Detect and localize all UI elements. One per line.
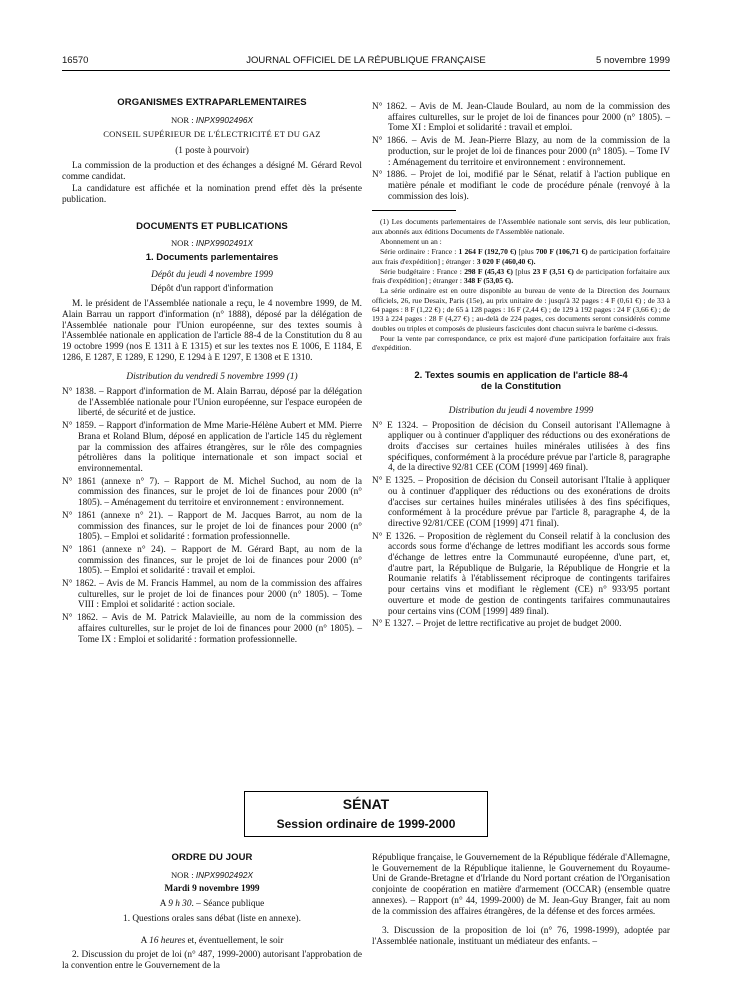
- left-column: [62, 98, 362, 647]
- doc-item: N° 1838. – Rapport d'information de M. Alain Barrau, déposé par la délégation de l'Assemblée nationale pour l'Union européenne, sur l'espace européen de liberté, de sécurité et de justice.: [62, 387, 362, 419]
- texte-item: N° E 1327. – Projet de lettre rectificative au projet de budget 2000.: [372, 619, 622, 630]
- ordre-nor-code: INPX9902492X: [195, 869, 254, 880]
- senat-session: Session ordinaire de 1999-2000: [276, 817, 456, 831]
- footnote-para: La série ordinaire est en outre disponible au bureau de vente de la Direction des Journaux officiels, 26, rue Desaix, Paris (15e), au prix unitaire de : jusqu'à 32 pages : 4 F (0,61 €) ; de 33 à 64 pages : 8 F (1,22 €) ; de 65 à 128 pages : 16 F (2,44 €) ; de 129 à 192 pages : 24 F (3,66 €) ; de 193 à 224 pages : 28 F (4,27 €) ; au-delà de 224 pages, ces documents seront considérés comme doubles ou triples et composés de plusieurs fascicules dont chacun suivra le barème ci-dessus.: [372, 286, 670, 333]
- header-rule: [62, 70, 670, 71]
- org-paragraph: La candidature est affichée et la nomination prend effet dès la présente publication.: [62, 184, 362, 205]
- docs-nor-code: INPX9902491X: [195, 238, 254, 249]
- texte-item: N° E 1324. – Proposition de décision du Conseil autorisant l'Allemagne à appliquer ou à continuer d'appliquer des réductions ou des exonérations de droits d'accises sur certaines huiles minérales utilisées à des fins spécifiques, conformément à la procédure prévue par l'article 8, paragraphe 4, de la directive 92/81 CEE (COM [1999] 469 final).: [372, 420, 670, 474]
- ordre-continued: République française, le Gouvernement de la République fédérale d'Allemagne, le Gouvernement de la République italienne, le Gouvernement du Royaume-Uni de Grande-Bretagne et d'Irlande du Nord portant création de l'Organisation conjointe de coopération en matière d'armement (OCCAR) (ensemble quatre annexes). – Rapport (n° 44, 1999-2000) de M. Jean-Guy Branger, fait au nom de la commission des affaires étrangères, de la défense et des forces armées.: [372, 853, 670, 917]
- footnote-serie-ordinaire: Série ordinaire : France : 1 264 F (192,70 €) [plus 700 F (106,71 €) de participation forfaitaire aux frais d'expédition] ; étranger : 3 020 F (460,40 €).: [372, 247, 670, 266]
- footnote-rule: [372, 210, 456, 211]
- doc-item: N° 1866. – Avis de M. Jean-Pierre Blazy, au nom de la commission de la production, sur le projet de loi de finances pour 2000 (n° 1805). – Tome IV : Aménagement du territoire et environnement : environnement.: [372, 136, 670, 168]
- ordre-item-2: 2. Discussion du projet de loi (n° 487, 1999-2000) autorisant l'approbation de la convention entre le Gouvernement de la: [62, 950, 362, 971]
- ordre-time1: A 9 h 30. – Séance publique: [159, 899, 265, 910]
- footnote: [372, 217, 670, 352]
- council-name: CONSEIL SUPÉRIEUR DE L'ÉLECTRICITÉ ET DU GAZ: [103, 129, 321, 140]
- senat-box: [244, 791, 488, 837]
- org-nor: NOR : INPX9902496X: [170, 114, 254, 125]
- doc-item: N° 1861 (annexe n° 7). – Rapport de M. Michel Suchod, au nom de la commission des finances, sur le projet de loi de finances pour 2000 (n° 1805). – Aménagement du territoire et environnement : environnement.: [62, 476, 362, 509]
- textes-heading-line2: de la Constitution: [480, 381, 562, 393]
- footnote-serie-budgetaire: Série budgétaire : France : 298 F (45,43 €) [plus 23 F (3,51 €) de participation forfaitaire aux frais d'expédition] ; étranger : 348 F (53,05 €).: [372, 266, 671, 286]
- ordre-left-column: [62, 853, 362, 974]
- depot-title: Dépôt d'un rapport d'information: [150, 284, 274, 295]
- docs-subheading: 1. Documents parlementaires: [145, 252, 279, 264]
- org-paragraph: La commission de la production et des échanges a désigné M. Gérard Revol comme candidat.: [62, 160, 362, 182]
- page-number: 16570: [62, 55, 89, 66]
- org-heading: ORGANISMES EXTRAPARLEMENTAIRES: [117, 97, 307, 108]
- depot-date: Dépôt du jeudi 4 novembre 1999: [151, 269, 273, 280]
- page-header: [62, 55, 670, 69]
- org-nor-code: INPX9902496X: [195, 114, 254, 125]
- doc-item: N° 1859. – Rapport d'information de Mme Marie-Hélène Aubert et MM. Pierre Brana et Roland Blum, déposé en application de l'article 145 du règlement par la commission des affaires étrangères, sur le rôle des compagnies pétrolières dans la politique internationale et son impact social et environnemental.: [62, 421, 362, 474]
- issue-date: 5 novembre 1999: [596, 55, 670, 66]
- footnote-abonnement: Abonnement un an :: [380, 236, 442, 246]
- textes-heading: 2. Textes soumis en application de l'article 88-4: [414, 370, 628, 382]
- doc-item: N° 1886. – Projet de loi, modifié par le Sénat, relatif à l'action publique en matière pénale et modifiant le code de procédure pénale (renvoyé à la commission des lois).: [372, 170, 670, 202]
- ordre-item-3: 3. Discussion de la proposition de loi (n° 76, 1998-1999), adoptée par l'Assemblée nationale, instituant un médiateur des enfants. –: [372, 926, 670, 947]
- texte-item: N° E 1326. – Proposition de règlement du Conseil relatif à la conclusion des accords sous forme d'échange de lettres modifiant les accords sous forme d'échange de lettres entre la Communauté européenne, d'une part, et, d'autre part, la République de Bulgarie, la République de Hongrie et la Roumanie relatifs à l'établissement réciproque de contingents tarifaires pour certains vins et modifiant le règlement (CE) n° 933/95 portant ouverture et mode de gestion de contingents tarifaires communautaires pour certains vins (COM [1999] 489 final).: [372, 531, 670, 617]
- docs-nor: NOR : INPX9902491X: [170, 238, 254, 249]
- senat-title: SÉNAT: [342, 796, 390, 812]
- ordre-heading: ORDRE DU JOUR: [171, 852, 253, 863]
- ordre-item-1: 1. Questions orales sans débat (liste en annexe).: [123, 913, 301, 924]
- doc-item: N° 1861 (annexe n° 21). – Rapport de M. Jacques Barrot, au nom de la commission des finances, sur le projet de loi de finances pour 2000 (n° 1805). – Emploi et solidarité : formation professionnelle.: [62, 510, 362, 543]
- post-count: (1 poste à pourvoir): [175, 146, 249, 157]
- doc-item: N° 1861 (annexe n° 24). – Rapport de M. Gérard Bapt, au nom de la commission des finances, sur le projet de loi de finances pour 2000 (n° 1805). – Emploi et solidarité : travail et emploi.: [62, 544, 362, 577]
- right-column: [372, 102, 670, 632]
- doc-item: N° 1862. – Avis de M. Jean-Claude Boulard, au nom de la commission des affaires culturelles, sur le projet de loi de finances pour 2000 (n° 1805). – Tome XI : Emploi et solidarité : travail et emploi.: [372, 102, 670, 134]
- doc-item: N° 1862. – Avis de M. Francis Hammel, au nom de la commission des affaires culturelles, sur le projet de loi de finances pour 2000 (n° 1805). – Tome VIII : Emploi et solidarité : action sociale.: [62, 579, 362, 611]
- footnote-para: Pour la vente par correspondance, ce prix est majoré d'une participation forfaitaire aux frais d'expédition.: [372, 333, 670, 353]
- distrib-date: Distribution du vendredi 5 novembre 1999 (1): [126, 372, 298, 383]
- ordre-day: Mardi 9 novembre 1999: [164, 884, 260, 895]
- ordre-nor: NOR : INPX9902492X: [170, 869, 254, 880]
- depot-text: M. le président de l'Assemblée nationale a reçu, le 4 novembre 1999, de M. Alain Barrau un rapport d'information (n° 1888), déposé par la délégation de l'Assemblée nationale pour l'Union européenne, sur des textes soumis à l'Assemblée nationale en application de l'article 88-4 de la Constitution du 8 au 19 octobre 1999 (nos E 1311 à E 1315) et sur les textes nos E 1006, E 1184, E 1286, E 1287, E 1289, E 1290, E 1294 à E 1297, E 1308 et E 1310.: [62, 299, 362, 363]
- textes-distrib-date: Distribution du jeudi 4 novembre 1999: [448, 405, 594, 416]
- ordre-time2: A 16 heures et, éventuellement, le soir: [140, 935, 284, 946]
- texte-item: N° E 1325. – Proposition de décision du Conseil autorisant l'Italie à appliquer ou à continuer d'appliquer des réductions ou des exonérations de droits d'accises sur certaines huiles minérales utilisées à des fins spécifiques, conformément à la procédure prévue par l'article 8, paragraphe 4, de la directive 92/81/CEE (COM [1999] 471 final).: [372, 476, 670, 529]
- footnote-para: (1) Les documents parlementaires de l'Assemblée nationale sont servis, dès leur publication, aux abonnés aux éditions Documents de l'Assemblée nationale.: [372, 217, 670, 236]
- docs-heading: DOCUMENTS ET PUBLICATIONS: [136, 220, 288, 232]
- journal-title: JOURNAL OFFICIEL DE LA RÉPUBLIQUE FRANÇAISE: [246, 55, 486, 66]
- ordre-right-column: [372, 853, 670, 950]
- doc-item: N° 1862. – Avis de M. Patrick Malavieille, au nom de la commission des affaires culturelles, sur le projet de loi de finances pour 2000 (n° 1805). – Tome IX : Emploi et solidarité : formation professionnelle.: [62, 613, 362, 645]
